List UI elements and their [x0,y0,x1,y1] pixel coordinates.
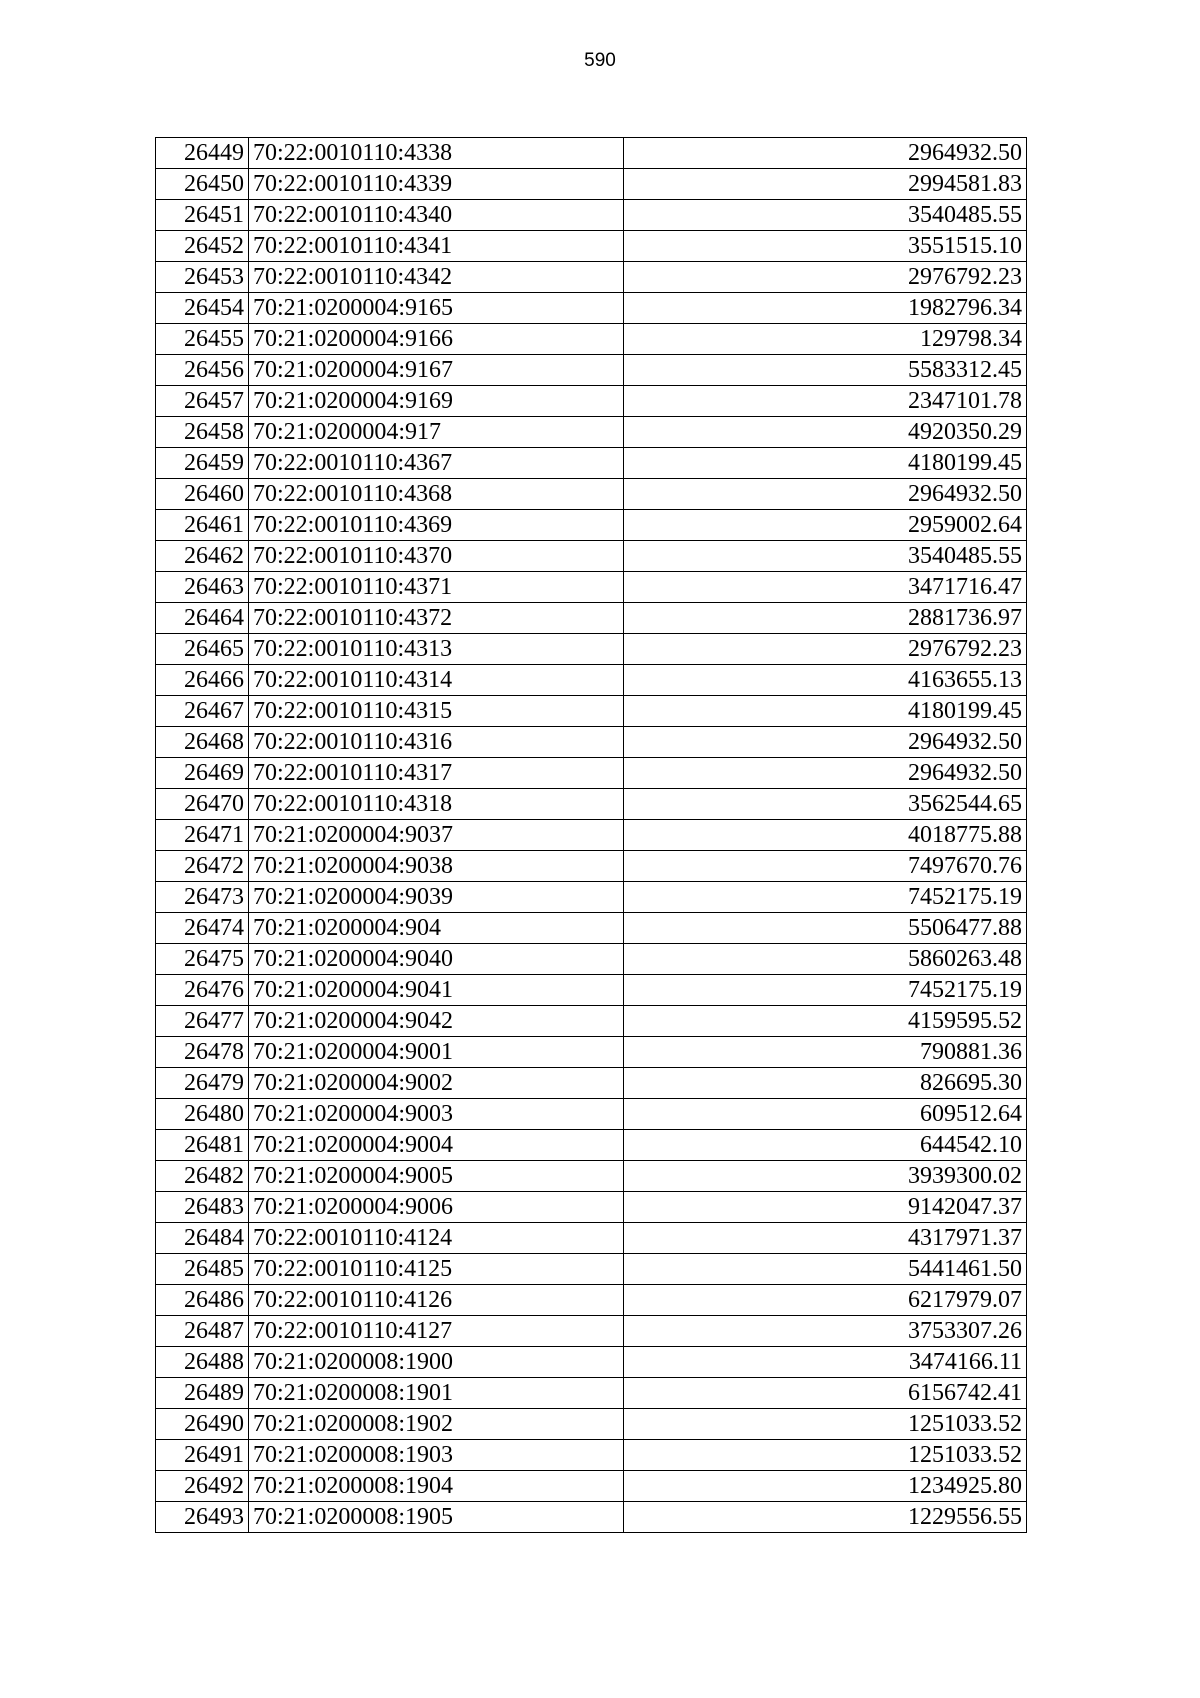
table-row [156,603,1027,634]
table-row [156,944,1027,975]
row-number-cell: 26463 [156,572,249,603]
value-cell: 1982796.34 [624,293,1027,324]
table-row [156,1316,1027,1347]
row-number-cell: 26488 [156,1347,249,1378]
cadastral-number-cell: 70:21:0200004:9004 [249,1130,624,1161]
cadastral-number-cell: 70:22:0010110:4341 [249,231,624,262]
page-number: 590 [584,50,616,71]
table-row [156,1161,1027,1192]
table-row [156,1037,1027,1068]
value-cell: 2964932.50 [624,479,1027,510]
value-cell: 4180199.45 [624,696,1027,727]
row-number-cell: 26489 [156,1378,249,1409]
value-cell: 3939300.02 [624,1161,1027,1192]
row-number-cell: 26493 [156,1502,249,1533]
registry-table-body [156,138,1027,1533]
value-cell: 4018775.88 [624,820,1027,851]
cadastral-number-cell: 70:21:0200004:9169 [249,386,624,417]
cadastral-number-cell: 70:21:0200004:9166 [249,324,624,355]
value-cell: 5506477.88 [624,913,1027,944]
row-number-cell: 26483 [156,1192,249,1223]
cadastral-number-cell: 70:22:0010110:4371 [249,572,624,603]
table-row [156,1223,1027,1254]
table-row [156,169,1027,200]
table-row [156,1347,1027,1378]
value-cell: 5441461.50 [624,1254,1027,1285]
cadastral-number-cell: 70:21:0200004:9165 [249,293,624,324]
value-cell: 1251033.52 [624,1409,1027,1440]
row-number-cell: 26482 [156,1161,249,1192]
row-number-cell: 26469 [156,758,249,789]
value-cell: 7452175.19 [624,975,1027,1006]
cadastral-number-cell: 70:21:0200004:917 [249,417,624,448]
table-row [156,665,1027,696]
value-cell: 1251033.52 [624,1440,1027,1471]
table-row [156,1099,1027,1130]
row-number-cell: 26479 [156,1068,249,1099]
value-cell: 5583312.45 [624,355,1027,386]
table-row [156,634,1027,665]
table-row [156,293,1027,324]
cadastral-number-cell: 70:22:0010110:4314 [249,665,624,696]
row-number-cell: 26457 [156,386,249,417]
cadastral-number-cell: 70:21:0200004:9006 [249,1192,624,1223]
cadastral-number-cell: 70:22:0010110:4367 [249,448,624,479]
value-cell: 644542.10 [624,1130,1027,1161]
table-row [156,913,1027,944]
row-number-cell: 26462 [156,541,249,572]
cadastral-number-cell: 70:21:0200008:1902 [249,1409,624,1440]
row-number-cell: 26459 [156,448,249,479]
cadastral-number-cell: 70:22:0010110:4369 [249,510,624,541]
cadastral-number-cell: 70:21:0200008:1901 [249,1378,624,1409]
value-cell: 3753307.26 [624,1316,1027,1347]
table-row [156,1471,1027,1502]
table-row [156,1378,1027,1409]
table-row [156,882,1027,913]
row-number-cell: 26490 [156,1409,249,1440]
table-row [156,262,1027,293]
value-cell: 4159595.52 [624,1006,1027,1037]
row-number-cell: 26478 [156,1037,249,1068]
cadastral-number-cell: 70:21:0200004:9005 [249,1161,624,1192]
value-cell: 6156742.41 [624,1378,1027,1409]
table-row [156,1285,1027,1316]
row-number-cell: 26491 [156,1440,249,1471]
value-cell: 3471716.47 [624,572,1027,603]
value-cell: 2964932.50 [624,138,1027,169]
value-cell: 3540485.55 [624,541,1027,572]
row-number-cell: 26473 [156,882,249,913]
cadastral-number-cell: 70:21:0200008:1905 [249,1502,624,1533]
value-cell: 4163655.13 [624,665,1027,696]
table-row [156,1440,1027,1471]
value-cell: 1229556.55 [624,1502,1027,1533]
row-number-cell: 26468 [156,727,249,758]
table-row [156,1502,1027,1533]
row-number-cell: 26471 [156,820,249,851]
row-number-cell: 26480 [156,1099,249,1130]
table-row [156,138,1027,169]
value-cell: 1234925.80 [624,1471,1027,1502]
cadastral-number-cell: 70:22:0010110:4315 [249,696,624,727]
value-cell: 2976792.23 [624,262,1027,293]
row-number-cell: 26458 [156,417,249,448]
cadastral-number-cell: 70:21:0200004:9002 [249,1068,624,1099]
row-number-cell: 26454 [156,293,249,324]
row-number-cell: 26461 [156,510,249,541]
value-cell: 2881736.97 [624,603,1027,634]
row-number-cell: 26455 [156,324,249,355]
row-number-cell: 26487 [156,1316,249,1347]
row-number-cell: 26453 [156,262,249,293]
table-row [156,820,1027,851]
value-cell: 6217979.07 [624,1285,1027,1316]
table-row [156,975,1027,1006]
value-cell: 790881.36 [624,1037,1027,1068]
value-cell: 2976792.23 [624,634,1027,665]
table-row [156,1254,1027,1285]
row-number-cell: 26474 [156,913,249,944]
table-row [156,727,1027,758]
cadastral-number-cell: 70:21:0200004:9042 [249,1006,624,1037]
row-number-cell: 26451 [156,200,249,231]
cadastral-number-cell: 70:22:0010110:4338 [249,138,624,169]
cadastral-number-cell: 70:22:0010110:4340 [249,200,624,231]
row-number-cell: 26456 [156,355,249,386]
value-cell: 7497670.76 [624,851,1027,882]
cadastral-number-cell: 70:21:0200004:9003 [249,1099,624,1130]
row-number-cell: 26464 [156,603,249,634]
table-row [156,541,1027,572]
value-cell: 4180199.45 [624,448,1027,479]
cadastral-number-cell: 70:22:0010110:4318 [249,789,624,820]
table-row [156,1006,1027,1037]
table-row [156,386,1027,417]
row-number-cell: 26475 [156,944,249,975]
row-number-cell: 26465 [156,634,249,665]
row-number-cell: 26470 [156,789,249,820]
table-row [156,1068,1027,1099]
row-number-cell: 26476 [156,975,249,1006]
table-row [156,510,1027,541]
cadastral-number-cell: 70:21:0200004:9167 [249,355,624,386]
cadastral-number-cell: 70:22:0010110:4126 [249,1285,624,1316]
value-cell: 3551515.10 [624,231,1027,262]
table-row [156,479,1027,510]
value-cell: 2959002.64 [624,510,1027,541]
row-number-cell: 26481 [156,1130,249,1161]
value-cell: 3474166.11 [624,1347,1027,1378]
cadastral-number-cell: 70:22:0010110:4339 [249,169,624,200]
value-cell: 7452175.19 [624,882,1027,913]
cadastral-number-cell: 70:21:0200004:9039 [249,882,624,913]
table-row [156,417,1027,448]
cadastral-number-cell: 70:21:0200004:9001 [249,1037,624,1068]
cadastral-number-cell: 70:21:0200004:904 [249,913,624,944]
table-row [156,851,1027,882]
cadastral-number-cell: 70:22:0010110:4370 [249,541,624,572]
value-cell: 2347101.78 [624,386,1027,417]
cadastral-number-cell: 70:22:0010110:4127 [249,1316,624,1347]
table-row [156,758,1027,789]
row-number-cell: 26486 [156,1285,249,1316]
cadastral-number-cell: 70:22:0010110:4313 [249,634,624,665]
row-number-cell: 26466 [156,665,249,696]
row-number-cell: 26472 [156,851,249,882]
table-row [156,1192,1027,1223]
value-cell: 4317971.37 [624,1223,1027,1254]
row-number-cell: 26492 [156,1471,249,1502]
cadastral-number-cell: 70:21:0200004:9038 [249,851,624,882]
cadastral-number-cell: 70:22:0010110:4368 [249,479,624,510]
table-row [156,448,1027,479]
table-row [156,200,1027,231]
cadastral-number-cell: 70:21:0200008:1900 [249,1347,624,1378]
row-number-cell: 26467 [156,696,249,727]
cadastral-number-cell: 70:22:0010110:4317 [249,758,624,789]
table-row [156,231,1027,262]
cadastral-number-cell: 70:22:0010110:4125 [249,1254,624,1285]
value-cell: 4920350.29 [624,417,1027,448]
value-cell: 2964932.50 [624,758,1027,789]
table-row [156,1409,1027,1440]
cadastral-number-cell: 70:22:0010110:4372 [249,603,624,634]
table-row [156,1130,1027,1161]
value-cell: 3562544.65 [624,789,1027,820]
cadastral-number-cell: 70:21:0200008:1904 [249,1471,624,1502]
value-cell: 9142047.37 [624,1192,1027,1223]
cadastral-number-cell: 70:21:0200004:9041 [249,975,624,1006]
table-row [156,324,1027,355]
value-cell: 2964932.50 [624,727,1027,758]
row-number-cell: 26460 [156,479,249,510]
cadastral-number-cell: 70:21:0200008:1903 [249,1440,624,1471]
table-row [156,355,1027,386]
row-number-cell: 26485 [156,1254,249,1285]
registry-table [155,137,1027,1533]
row-number-cell: 26450 [156,169,249,200]
table-row [156,572,1027,603]
row-number-cell: 26484 [156,1223,249,1254]
value-cell: 129798.34 [624,324,1027,355]
cadastral-number-cell: 70:22:0010110:4124 [249,1223,624,1254]
cadastral-number-cell: 70:21:0200004:9040 [249,944,624,975]
row-number-cell: 26477 [156,1006,249,1037]
cadastral-number-cell: 70:21:0200004:9037 [249,820,624,851]
cadastral-number-cell: 70:22:0010110:4316 [249,727,624,758]
cadastral-number-cell: 70:22:0010110:4342 [249,262,624,293]
row-number-cell: 26449 [156,138,249,169]
table-row [156,789,1027,820]
value-cell: 826695.30 [624,1068,1027,1099]
value-cell: 609512.64 [624,1099,1027,1130]
value-cell: 5860263.48 [624,944,1027,975]
row-number-cell: 26452 [156,231,249,262]
value-cell: 2994581.83 [624,169,1027,200]
value-cell: 3540485.55 [624,200,1027,231]
table-row [156,696,1027,727]
